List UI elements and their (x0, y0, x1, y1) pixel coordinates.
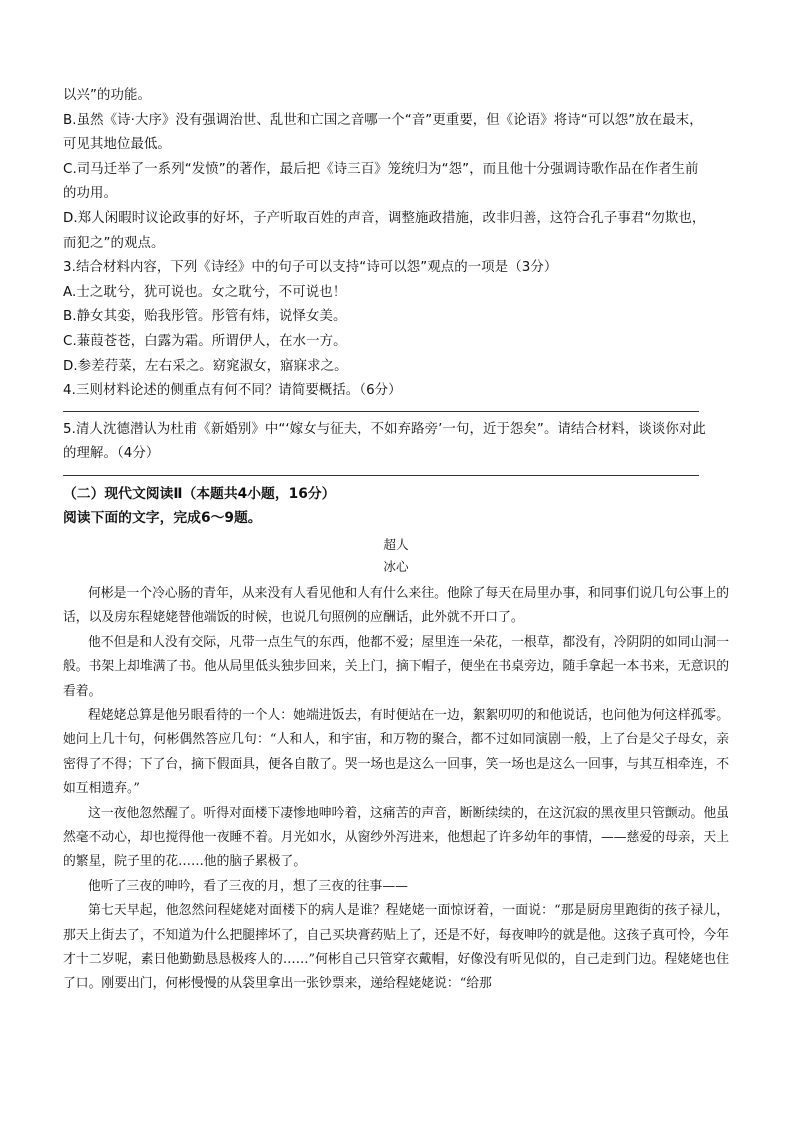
story-title: 超人 (383, 536, 409, 552)
option-2d: D.郑人闲暇时议论政事的好坏，子产听取百姓的声音，调整施政措施，改非归善，这符合孔子事君“勿欺也， (63, 210, 706, 226)
paragraph: 他不但是和人没有交际，凡带一点生气的东西，他都不爱；屋里连一朵花，一根草，都没有，冷阴阴的如同山洞一般。书架上却堆满了书。他从局里低头独步回来，关上门，摘下帽子，便坐在书桌旁边，随手拿起一本书来，无意识的看着。 (63, 634, 729, 699)
option-3a: A.士之耽兮，犹可说也。女之耽兮，不可说也！ (63, 284, 347, 300)
paragraph: 程姥姥总算是他另眼看待的一个人：她端进饭去，有时便站在一边，絮絮叨叨的和他说话，也问他为何这样孤零。她问上几十句，何彬偶然答应几句：“人和人，和宇宙，和万物的聚合，都不过如同演剧一般，上了台是父子母女，亲密得了不得；下了台，摘下假面具，便各自散了。哭一场也是这么一回事，笑一场也是这么一回事，与其互相牵连，不如互相遗弃。” (63, 707, 729, 797)
answer-line (63, 475, 699, 476)
questions-block (63, 84, 729, 476)
option-3b: B.静女其娈，贻我彤管。彤管有炜，说怿女美。 (63, 309, 347, 325)
story-body (63, 582, 729, 997)
question-5: 5.清人沈德潜认为杜甫《新婚别》中“‘嫁女与征夫，不如弃路旁’一句，近于怨矣”。请结合材料，谈谈你对此 (63, 421, 706, 437)
story-author: 冰心 (383, 558, 409, 574)
answer-line (63, 411, 699, 412)
exam-page (63, 84, 729, 997)
option-2b-cont: 可见其地位最低。 (63, 137, 171, 153)
option-2b: B.虽然《诗·大序》没有强调治世、乱世和亡国之音哪一个“音”更重要，但《论语》将诗“可以怨”放在最末， (63, 112, 703, 128)
question-5-cont: 的理解。（4分） (63, 446, 160, 462)
text-line: 以兴”的功能。 (63, 88, 151, 103)
question-4: 4.三则材料论述的侧重点有何不同？请简要概括。（6分） (63, 383, 402, 399)
section-heading: （二）现代文阅读Ⅱ（本题共4小题，16分） (63, 485, 336, 502)
paragraph: 第七天早起，他忽然问程姥姥对面楼下的病人是谁？程姥姥一面惊讶着，一面说：“那是厨房里跑街的孩子禄儿，那天上街去了，不知道为什么把腿摔坏了，自己买块膏药贴上了，还是不好，每夜呻吟的就是他。这孩子真可怜，今年才十二岁呢，素日他勤勤恳恳极疼人的……”何彬自己只管穿衣戴帽，好像没有听见似的，自己走到门边。程姥姥也住了口。刚要出门，何彬慢慢的从袋里拿出一张钞票来，递给程姥姥说：“给那 (63, 903, 729, 992)
option-3c: C.蒹葭苍苍，白露为霜。所谓伊人，在水一方。 (63, 333, 347, 349)
option-2c: C.司马迁举了一系列“发愤”的著作，最后把《诗三百》笼统归为“怨”，而且他十分强调诗歌作品在作者生前 (63, 161, 699, 177)
option-2c-cont: 的功用。 (63, 186, 117, 202)
question-3: 3.结合材料内容，下列《诗经》中的句子可以支持“诗可以怨”观点的一项是（3分） (63, 260, 558, 276)
paragraph: 他听了三夜的呻吟，看了三夜的月，想了三夜的往事—— (88, 878, 408, 894)
section-instruction: 阅读下面的文字，完成6～9题。 (63, 509, 262, 526)
option-3d: D.参差荇菜，左右采之。窈窕淑女，寤寐求之。 (63, 358, 348, 374)
paragraph: 这一夜他忽然醒了。听得对面楼下凄惨地呻吟着，这痛苦的声音，断断续续的，在这沉寂的黑夜里只管颤动。他虽然毫不动心，却也搅得他一夜睡不着。月光如水，从窗纱外泻进来，他想起了许多幼年的事情，——慈爱的母亲，天上的繁星，院子里的花……他的脑子累极了。 (63, 805, 729, 870)
paragraph: 何彬是一个冷心肠的青年，从来没有人看见他和人有什么来往。他除了每天在局里办事，和同事们说几句公事上的话，以及房东程姥姥替他端饭的时候，也说几句照例的应酬话，此外就不开口了。 (63, 585, 729, 626)
option-2d-cont: 而犯之”的观点。 (63, 235, 165, 251)
